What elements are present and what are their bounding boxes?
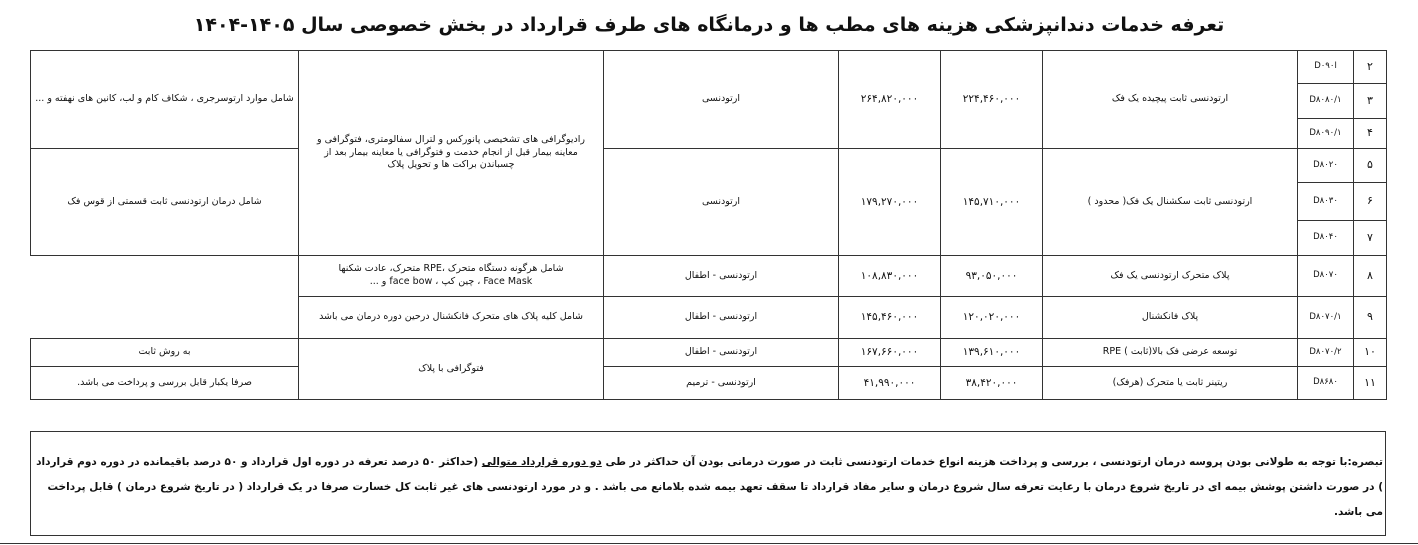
tariff-price: ۳۸,۴۲۰,۰۰۰ [941,367,1043,400]
service-category: ارتودنسی - اطفال [604,297,839,339]
service-category: ارتودنسی [604,149,839,256]
service-code: D۸۰۷۰/۱ [1298,297,1354,339]
tariff-price: ۲۶۴,۸۲۰,۰۰۰ [839,51,941,149]
row-number: ۲ [1354,51,1387,84]
service-name: ریتینر ثابت یا متحرک (هرفک) [1043,367,1298,400]
row-note: شامل موارد ارتوسرجری ، شکاف کام و لب، کانین های نهفته و ... [31,51,299,149]
row-note: صرفا یکبار قابل بررسی و پرداخت می باشد. [31,367,299,400]
tariff-price: ۱۶۷,۶۶۰,۰۰۰ [839,339,941,367]
footnote-underlined: دو دوره قرارداد متوالی [481,456,602,468]
row-number: ۶ [1354,183,1387,221]
service-category: ارتودنسی - ترمیم [604,367,839,400]
service-name: ارتودنسی ثابت پیچیده یک فک [1043,51,1298,149]
page-title: تعرفه خدمات دندانپزشکی هزینه های مطب ها و درمانگاه های طرف قرارداد در بخش خصوصی سال ۱۴۰۵-۱۴۰۴ [193,14,1225,36]
service-code: D۸۰۳۰ [1298,183,1354,221]
row-note: به روش ثابت [31,339,299,367]
service-code: D۸۰۹۰/۱ [1298,119,1354,149]
tariff-price: ۱۲۰,۰۲۰,۰۰۰ [941,297,1043,339]
footnote-label: تبصره [1351,456,1383,468]
row-number: ۴ [1354,119,1387,149]
footnote-text: (حداکثر ۵۰ درصد تعرفه در دوره اول قرارداد و ۵۰ درصد باقیمانده در دوره دوم قرارداد ) در صورت داشتن پوشش بیمه ای در تاریخ شروع درمان با رعایت تعرفه سال شروع درمان و سایر مفاد قرارداد تا سقف تعهد بیمه شده بلامانع می باشد . و در مورد ارتودنسی های غیر ثابت کل خسارت صرفا در یک قرارداد ( در تاریخ شروع درمان ) قابل پرداخت می باشد. [36,456,1383,518]
service-category: ارتودنسی [604,51,839,149]
service-code: Dا۰۹۰ [1298,51,1354,84]
tariff-price: ۱۰۸,۸۳۰,۰۰۰ [839,256,941,297]
table-row [31,51,1387,84]
tariff-price: ۱۴۵,۷۱۰,۰۰۰ [941,149,1043,256]
row-note: شامل درمان ارتودنسی ثابت قسمتی از قوس فک [31,149,299,256]
table-row [31,256,1387,297]
row-number: ۱۰ [1354,339,1387,367]
table-row [31,367,1387,400]
divider [0,543,1418,544]
row-number: ۱۱ [1354,367,1387,400]
service-name: توسعه عرضی فک بالا(ثابت ) RPE [1043,339,1298,367]
row-note: شامل کلیه پلاک های متحرک فانکشنال درحین دوره درمان می باشد [299,297,604,339]
row-number: ۳ [1354,84,1387,119]
footnote-text: :با توجه به طولانی بودن پروسه درمان ارتودنسی ، بررسی و پرداخت هزینه انواع خدمات ارتودنسی ثابت در صورت درمانی بودن آن حداکثر در طی [601,456,1352,468]
includes-note: رادیوگرافی های تشخیصی پانورکس و لترال سفالومتری، فتوگرافی و معاینه بیمار قبل از انجام خدمت و فتوگرافی یا معاینه بیمار بعد از چسباندن براکت ها و تحویل پلاک [299,51,604,256]
row-number: ۷ [1354,221,1387,256]
includes-note: فتوگرافی با پلاک [299,339,604,400]
row-note [299,256,604,297]
service-code: D۸۰۷۰ [1298,256,1354,297]
table-row [31,297,1387,339]
tariff-table [30,50,1387,400]
service-category: ارتودنسی - اطفال [604,256,839,297]
table-row [31,149,1387,183]
service-name: پلاک متحرک ارتودنسی یک فک [1043,256,1298,297]
tariff-price: ۴۱,۹۹۰,۰۰۰ [839,367,941,400]
row-number: ۹ [1354,297,1387,339]
tariff-price: ۱۴۵,۴۶۰,۰۰۰ [839,297,941,339]
service-code: D۸۰۴۰ [1298,221,1354,256]
service-code: D۸۰۸۰/۱ [1298,84,1354,119]
service-category: ارتودنسی - اطفال [604,339,839,367]
row-number: ۵ [1354,149,1387,183]
service-code: D۸۰۷۰/۲ [1298,339,1354,367]
row-number: ۸ [1354,256,1387,297]
row-note-line: شامل هرگونه دستگاه متحرک ،RPE متحرک، عادت شکنها [338,263,564,275]
tariff-price: ۲۲۴,۴۶۰,۰۰۰ [941,51,1043,149]
service-code: D۸۰۲۰ [1298,149,1354,183]
tariff-price: ۱۳۹,۶۱۰,۰۰۰ [941,339,1043,367]
service-name: ارتودنسی ثابت سکشنال یک فک( محدود ) [1043,149,1298,256]
footnote [30,431,1386,536]
tariff-price: ۱۷۹,۲۷۰,۰۰۰ [839,149,941,256]
service-name: پلاک فانکشنال [1043,297,1298,339]
tariff-price: ۹۳,۰۵۰,۰۰۰ [941,256,1043,297]
service-code: D۸۶۸۰ [1298,367,1354,400]
row-note-line: Face Mask ، چین کپ ، face bow و ... [369,276,533,287]
table-row [31,339,1387,367]
